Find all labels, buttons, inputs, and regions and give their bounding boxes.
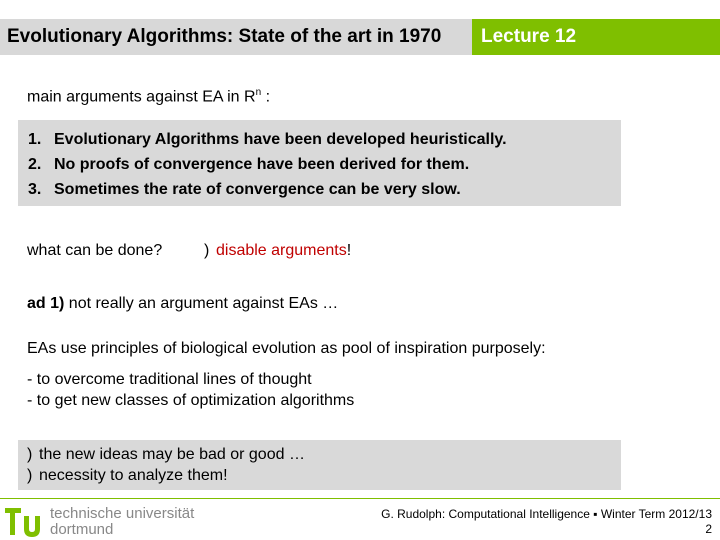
inspiration-paragraph: EAs use principles of biological evolution as pool of inspiration purposely: bbox=[27, 340, 546, 357]
intro-suffix: : bbox=[261, 88, 271, 106]
arguments-list bbox=[28, 127, 507, 202]
argument-item: 2. No proofs of convergence have been derived for them. bbox=[28, 156, 470, 173]
implies-arrow: ) bbox=[204, 242, 210, 259]
implies-arrow: ) bbox=[27, 467, 33, 484]
footer-citation: G. Rudolph: Computational Intelligence ▪ Winter Term 2012/13 bbox=[381, 507, 712, 521]
footer-citation-block bbox=[381, 507, 712, 537]
argument-item: 3. Sometimes the rate of convergence can be very slow. bbox=[28, 181, 461, 198]
intro-text: main arguments against EA in R bbox=[27, 88, 256, 106]
ad1-line bbox=[27, 295, 338, 313]
answer-highlight: disable arguments bbox=[216, 242, 347, 259]
argument-item: 1. Evolutionary Algorithms have been developed heuristically. bbox=[28, 131, 507, 148]
intro-line bbox=[27, 87, 270, 106]
question-text: what can be done? bbox=[27, 242, 163, 259]
ad1-text: not really an argument against EAs … bbox=[64, 295, 339, 312]
implies-arrow: ) bbox=[27, 446, 33, 463]
lecture-label: Lecture 12 bbox=[481, 26, 577, 47]
footer-divider bbox=[0, 498, 720, 499]
page-number: 2 bbox=[705, 522, 712, 536]
intro-superscript: n bbox=[255, 87, 262, 98]
university-name: technische universität dortmund bbox=[50, 505, 195, 538]
conclusion-item: ) the new ideas may be bad or good … bbox=[27, 446, 305, 463]
bullet-item: - to get new classes of optimization algorithms bbox=[27, 392, 355, 409]
bullet-item: - to overcome traditional lines of thought bbox=[27, 371, 312, 388]
question-answer: ) disable arguments! bbox=[204, 242, 352, 259]
conclusion-item: ) necessity to analyze them! bbox=[27, 467, 228, 484]
tu-logo-icon bbox=[4, 504, 44, 538]
slide-title: Evolutionary Algorithms: State of the art in 1970 bbox=[7, 26, 442, 47]
ad1-label: ad 1) bbox=[27, 295, 65, 312]
